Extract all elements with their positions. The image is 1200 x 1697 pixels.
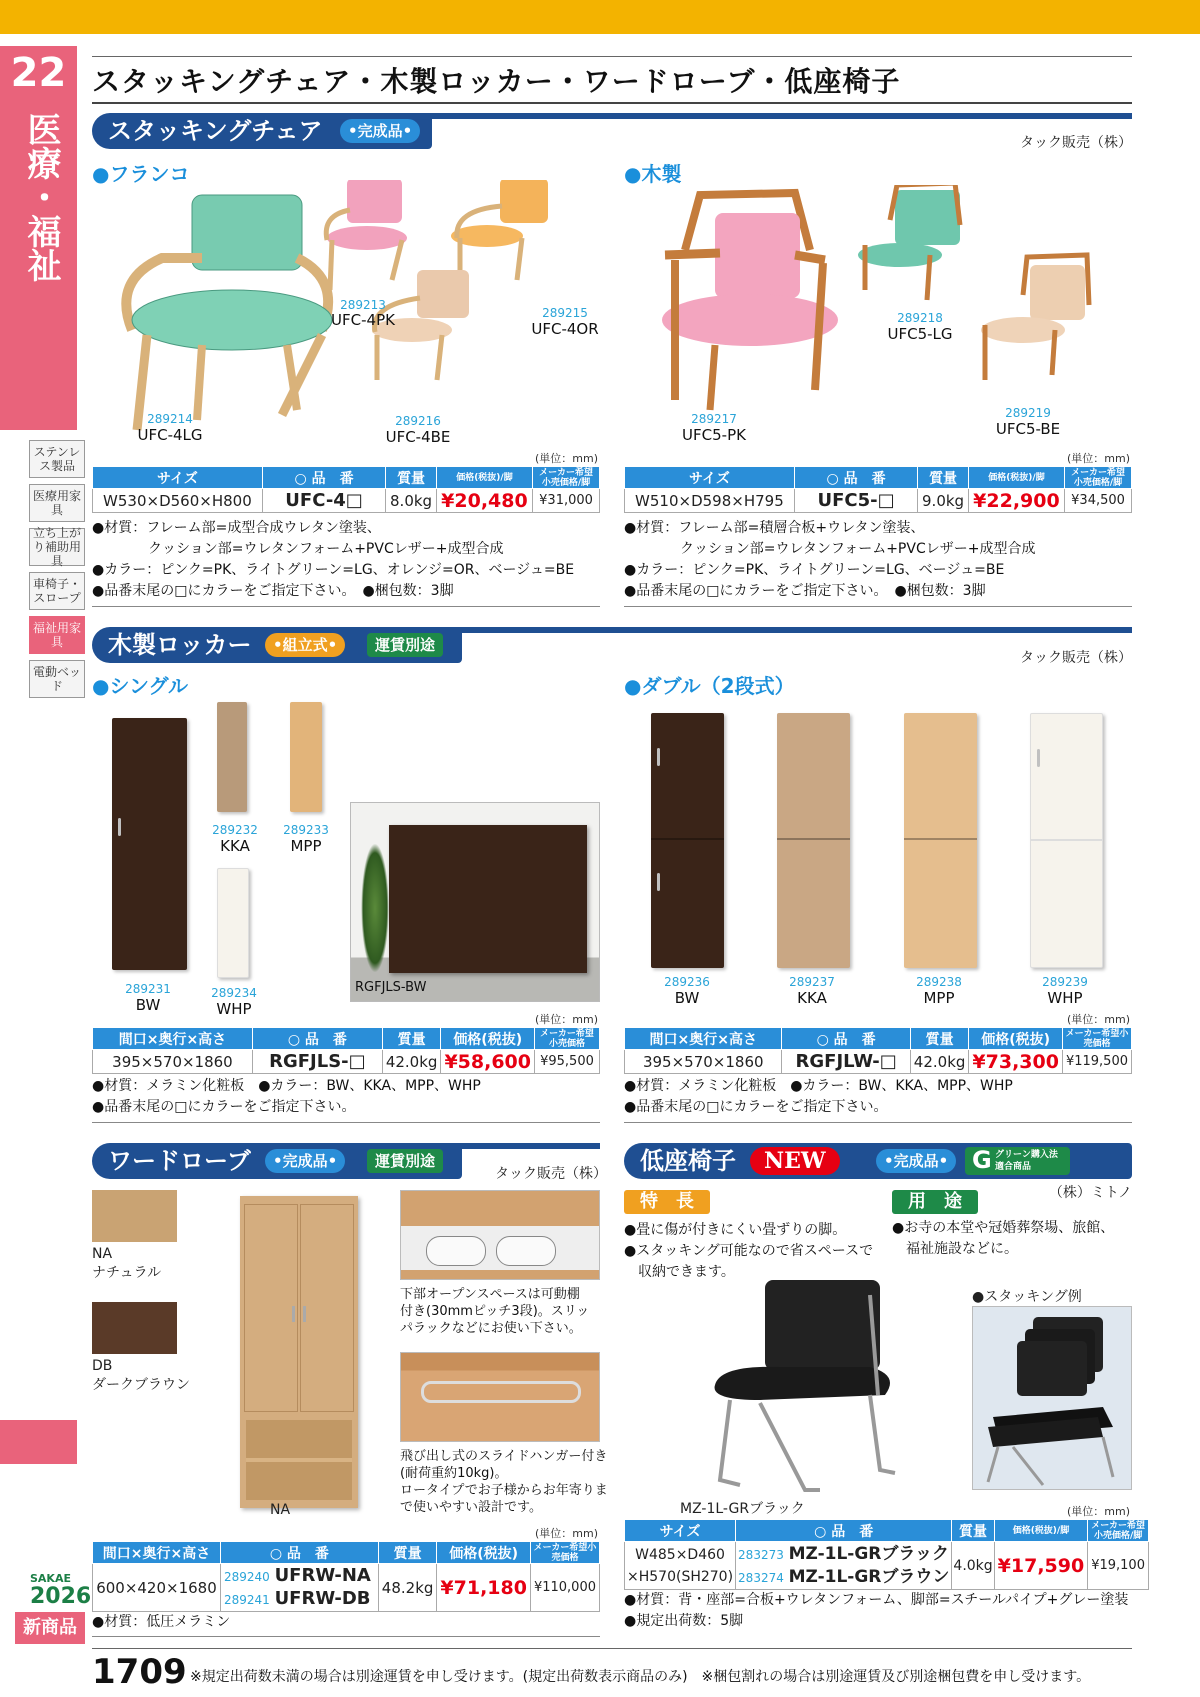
section-header-rule	[450, 1143, 600, 1149]
footer-note: ※規定出荷数未満の場合は別途運賃を申し受けます。(規定出荷数表示商品のみ) ※梱包割れの場合は別途運賃及び別途梱包費を申し受けます。	[190, 1669, 1091, 1685]
swatch-db	[92, 1302, 177, 1354]
divider	[624, 606, 1132, 607]
item-code: 289232	[212, 823, 258, 837]
divider	[92, 1636, 600, 1637]
item-code: 289234	[211, 986, 257, 1000]
item-model: UFC-4BE	[385, 428, 451, 446]
item-code: 289219	[1005, 406, 1051, 420]
new-products-link[interactable]: 新商品	[15, 1612, 85, 1644]
chair-ufc-4pk-image	[326, 180, 407, 290]
tab-medical-furniture[interactable]: 医療用家具	[29, 484, 85, 522]
tab-stainless[interactable]: ステンレス製品	[29, 440, 85, 478]
item-model: KKA	[797, 989, 827, 1007]
item-model: BW	[135, 996, 161, 1014]
low-chair-label: MZ-1L-GRブラック	[680, 1501, 805, 1517]
locker-bw-image	[112, 718, 187, 970]
stacking-example-photo	[972, 1306, 1132, 1490]
maker-name: （株）ミトノ	[1048, 1185, 1132, 1201]
catalog-year: 2026	[30, 1584, 92, 1609]
chapter-number: 22	[10, 50, 67, 96]
divider	[624, 1122, 1132, 1123]
badge-green-purchase: グリーン購入法適合商品	[965, 1147, 1070, 1175]
badge-assembly: •組立式•	[265, 633, 345, 657]
catalog-brand: SAKAE	[30, 1572, 71, 1585]
item-model: WHP	[1047, 989, 1083, 1007]
unit-label: (単位：mm)	[535, 452, 599, 465]
tab-standing-aid[interactable]: 立ち上がり補助用具	[29, 528, 85, 566]
locker-double-kka-image	[777, 713, 850, 968]
use-label: 用 途	[892, 1190, 978, 1214]
price: ¥22,900	[968, 489, 1064, 513]
item-model: UFC5-LG	[887, 325, 953, 343]
notes-wooden: ●材質：フレーム部=積層合板+ウレタン塗装、 クッション部=ウレタンフォーム+PVCレザー+成型合成 ●カラー：ピンク=PK、ライトグリーン=LG、ベージュ=BE ●品番末尾の□にカラーをご指定下さい。 ●梱包数：3脚	[624, 520, 1036, 599]
item-code: 289214	[147, 412, 193, 426]
photo-label: RGFJLS-BW	[355, 980, 427, 995]
maker-name: タック販売（株）	[1020, 135, 1132, 151]
item-model: UFC-4OR	[531, 320, 599, 338]
unit-label: (単位：mm)	[1067, 1013, 1131, 1026]
badge-finished: •完成品•	[876, 1149, 956, 1173]
spec-table-franco: サイズ ○ 品 番 質量 価格(税抜)/脚 メーカー希望小売価格/脚 W530×D560×H800 UFC-4□ 8.0kg ¥20,480 ¥31,000	[92, 466, 600, 513]
locker-mpp-image	[290, 702, 322, 812]
item-model: KKA	[220, 837, 250, 855]
section-header-rule	[450, 627, 1132, 633]
notes-wardrobe: ●材質：低圧メラミン	[92, 1614, 231, 1630]
price: ¥20,480	[436, 489, 532, 513]
divider	[92, 606, 600, 607]
locker-kka-image	[217, 702, 247, 812]
item-code: 289231	[125, 982, 171, 996]
swatch-code: DB	[92, 1358, 113, 1374]
maker-name: タック販売（株）	[1020, 650, 1132, 666]
locker-double-bw-image	[651, 713, 724, 968]
new-badge: NEW	[750, 1147, 840, 1175]
page-title: スタッキングチェア・木製ロッカー・ワードローブ・低座椅子	[92, 65, 901, 98]
title-bottom-rule	[92, 102, 1132, 104]
caption-slide-hanger: 飛び出し式のスライドハンガー付き (耐荷重約10kg)。 ロータイプでお子様からお年寄りま で使いやすい設計です。	[400, 1449, 608, 1515]
wardrobe-image	[240, 1196, 358, 1508]
unit-label: (単位：mm)	[535, 1013, 599, 1026]
side-band-lower	[0, 1420, 77, 1464]
chair-ufc5-lg-image	[858, 185, 960, 300]
green-g-icon: G	[972, 1146, 992, 1174]
spec-table-lowchair: サイズ ○ 品 番 質量 価格(税抜)/脚 メーカー希望小売価格/脚 W485×D460 ×H570(SH270) 283273 MZ-1L-GRブラック 283274 MZ-1L-GRブラウン 4.0kg ¥17,590 ¥19,100	[624, 1519, 1149, 1590]
chair-ufc-4lg-image	[126, 195, 332, 430]
item-code: 289237	[789, 975, 835, 989]
item-code: 289215	[542, 306, 588, 320]
badge-finished: •完成品•	[340, 119, 420, 143]
wooden-chairs-illustration	[655, 185, 1125, 435]
swatch-code: NA	[92, 1246, 113, 1262]
section-header-lowchair: 低座椅子	[624, 1143, 1132, 1179]
tab-welfare-furniture[interactable]: 福祉用家具	[29, 616, 85, 654]
open-space-photo	[400, 1190, 600, 1280]
stack-example-label: ●スタッキング例	[972, 1289, 1082, 1305]
price: ¥17,590	[994, 1542, 1088, 1590]
uses-list: ●お寺の本堂や冠婚葬祭場、旅館、 福祉施設などに。	[892, 1220, 1115, 1257]
item-model: UFC5-PK	[682, 426, 746, 444]
badge-finished: •完成品•	[265, 1149, 345, 1173]
chair-ufc5-be-image	[981, 255, 1089, 380]
item-code: 289218	[897, 311, 943, 325]
features-list: ●畳に傷が付きにくい畳ずりの脚。 ●スタッキング可能なので省スペースで 収納できます。	[624, 1222, 874, 1280]
slide-hanger-photo	[400, 1352, 600, 1442]
section-header-wardrobe: ワードローブ	[92, 1143, 462, 1179]
price: ¥73,300	[969, 1050, 1063, 1074]
chair-ufc5-pk-image	[662, 193, 838, 410]
section-header-stacking: スタッキングチェア	[92, 113, 432, 149]
item-model: UFC-4PK	[331, 311, 395, 329]
item-model: BW	[674, 989, 700, 1007]
notes-locker-single: ●材質：メラミン化粧板 ●カラー：BW、KKA、MPP、WHP ●品番末尾の□にカラーをご指定下さい。	[92, 1078, 481, 1115]
top-color-bar	[0, 0, 1200, 34]
divider	[92, 1122, 600, 1123]
item-code: 289238	[916, 975, 962, 989]
section-header-rule	[420, 113, 1132, 119]
locker-double-whp-image	[1030, 713, 1103, 968]
item-model: UFC5-BE	[995, 420, 1061, 438]
footer-rule	[92, 1648, 1132, 1649]
item-model: UFC-4LG	[137, 426, 203, 444]
locker-room-photo	[350, 802, 600, 1002]
spec-table-locker-double: 間口×奥行×高さ ○ 品 番 質量 価格(税抜) メーカー希望小売価格 395×570×1860 RGFJLW-□ 42.0kg ¥73,300 ¥119,500	[624, 1027, 1132, 1074]
item-model: MPP	[923, 989, 955, 1007]
swatch-name: ダークブラウン	[92, 1377, 190, 1393]
subtitle-single: ●シングル	[92, 674, 188, 698]
maker-name: タック販売（株）	[495, 1166, 607, 1182]
chair-ufc-4or-image	[451, 180, 548, 285]
item-model: MPP	[290, 837, 322, 855]
item-code: 289233	[283, 823, 329, 837]
spec-table-locker-single: 間口×奥行×高さ ○ 品 番 質量 価格(税抜) メーカー希望小売価格 395×570×1860 RGFJLS-□ 42.0kg ¥58,600 ¥95,500	[92, 1027, 600, 1074]
chapter-name: 医療・福祉	[21, 112, 61, 282]
item-code: 289217	[691, 412, 737, 426]
page-number: 1709	[92, 1652, 187, 1692]
section-header-locker: 木製ロッカー	[92, 627, 462, 663]
tab-wheelchair[interactable]: 車椅子・スロープ	[29, 572, 85, 610]
low-chair-black-image	[700, 1275, 900, 1500]
notes-locker-double: ●材質：メラミン化粧板 ●カラー：BW、KKA、MPP、WHP ●品番末尾の□にカラーをご指定下さい。	[624, 1078, 1013, 1115]
tab-electric-bed[interactable]: 電動ベッド	[29, 660, 85, 698]
notes-lowchair: ●材質：背・座部=合板+ウレタンフォーム、脚部=スチールパイプ+グレー塗装 ●規定出荷数：5脚	[624, 1592, 1129, 1629]
wardrobe-label: NA	[270, 1502, 291, 1518]
locker-double-mpp-image	[904, 713, 977, 968]
locker-whp-image	[217, 868, 249, 978]
feature-label: 特 長	[624, 1190, 710, 1214]
subtitle-double: ●ダブル（2段式）	[624, 674, 795, 698]
swatch-name: ナチュラル	[92, 1265, 162, 1281]
item-code: 289216	[395, 414, 441, 428]
swatch-na	[92, 1190, 177, 1242]
price: ¥58,600	[441, 1050, 535, 1074]
unit-label: (単位：mm)	[1067, 1505, 1131, 1518]
item-model: WHP	[216, 1000, 252, 1018]
title-top-rule	[92, 56, 1132, 57]
subtitle-franco: ●フランコ	[92, 162, 190, 186]
unit-label: (単位：mm)	[535, 1527, 599, 1540]
subtitle-wooden: ●木製	[624, 162, 682, 186]
item-code: 289236	[664, 975, 710, 989]
badge-shipping: 運賃別途	[367, 633, 443, 657]
spec-table-wardrobe: 間口×奥行×高さ ○ 品 番 質量 価格(税抜) メーカー希望小売価格 600×420×1680 289240 UFRW-NA 289241 UFRW-DB 48.2kg ¥71,180 ¥110,000	[92, 1541, 600, 1612]
item-code: 289239	[1042, 975, 1088, 989]
item-code: 289213	[340, 298, 386, 312]
price: ¥71,180	[437, 1564, 531, 1612]
notes-franco: ●材質：フレーム部=成型合成ウレタン塗装、 クッション部=ウレタンフォーム+PVCレザー+成型合成 ●カラー：ピンク=PK、ライトグリーン=LG、オレンジ=OR、ベージュ=BE ●品番末尾の□にカラーをご指定下さい。 ●梱包数：3脚	[92, 520, 575, 599]
unit-label: (単位：mm)	[1067, 452, 1131, 465]
badge-shipping: 運賃別途	[367, 1149, 443, 1173]
spec-table-wooden: サイズ ○ 品 番 質量 価格(税抜)/脚 メーカー希望小売価格/脚 W510×D598×H795 UFC5-□ 9.0kg ¥22,900 ¥34,500	[624, 466, 1132, 513]
caption-open-space: 下部オープンスペースは可動棚 付き(30mmピッチ3段)。スリッ パラックなどにお使い下さい。	[400, 1287, 590, 1336]
